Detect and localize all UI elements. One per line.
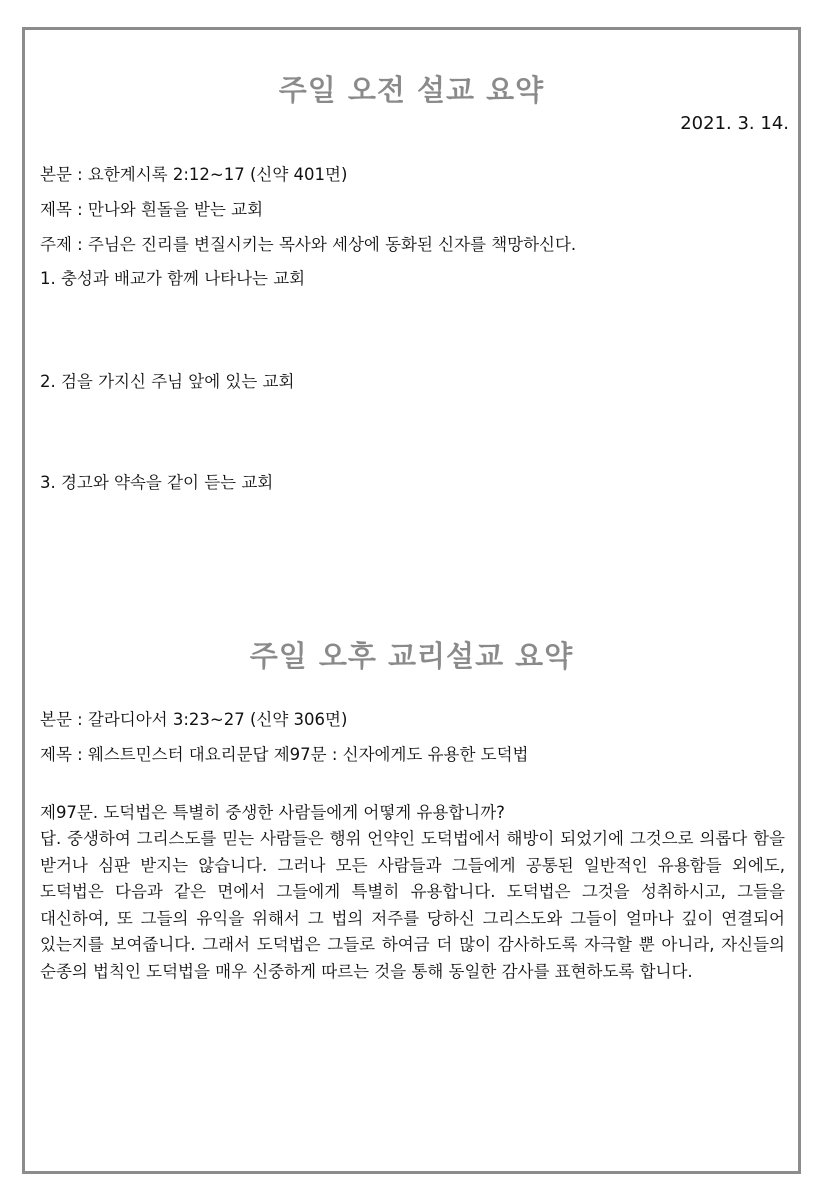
catechism-question: 제97문. 도덕법은 특별히 중생한 사람들에게 어떻게 유용합니까?	[40, 803, 505, 822]
morning-subject-line: 제목 : 만나와 흰돌을 받는 교회	[40, 200, 264, 219]
morning-point-2: 2. 검을 가지신 주님 앞에 있는 교회	[40, 372, 295, 391]
morning-sermon-title: 주일 오전 설교 요약	[278, 73, 545, 107]
afternoon-subject-line: 제목 : 웨스트민스터 대요리문답 제97문 : 신자에게도 유용한 도덕법	[40, 745, 529, 764]
morning-theme-line: 주제 : 주님은 진리를 변질시키는 목사와 세상에 동화된 신자를 책망하신다.	[40, 235, 577, 254]
morning-point-1: 1. 충성과 배교가 함께 나타나는 교회	[40, 269, 306, 288]
catechism-answer: 답. 중생하여 그리스도를 믿는 사람들은 행위 언약인 도덕법에서 해방이 되었기에 그것으로 의롭다 함을 받거나 심판 받지는 않습니다. 그러나 모든 사람들과 그들에게 공통된 일반적인 유용함들 외에도, 도덕법은 다음과 같은 면에서 그들에게 특별히 유용합니다. 도덕법은 그것을 성취하시고, 그들을 대신하여, 또 그들의 유익을 위해서 그 법의 저주를 당하신 그리스도와 그들이 얼마나 깊이 연결되어 있는지를 보여줍니다. 그래서 도덕법은 그들로 하여금 더 많이 감사하도록 자극할 뿐 아니라, 자신들의 순종의 법칙인 도덕법을 매우 신중하게 따르는 것을 통해 동일한 감사를 표현하도록 합니다.	[40, 829, 785, 981]
morning-point-3: 3. 경고와 약속을 같이 듣는 교회	[40, 473, 274, 492]
afternoon-sermon-title: 주일 오후 교리설교 요약	[249, 639, 574, 673]
morning-scripture-line: 본문 : 요한계시록 2:12~17 (신약 401면)	[40, 165, 348, 184]
afternoon-scripture-line: 본문 : 갈라디아서 3:23~27 (신약 306면)	[40, 710, 348, 729]
sermon-date: 2021. 3. 14.	[680, 113, 789, 134]
